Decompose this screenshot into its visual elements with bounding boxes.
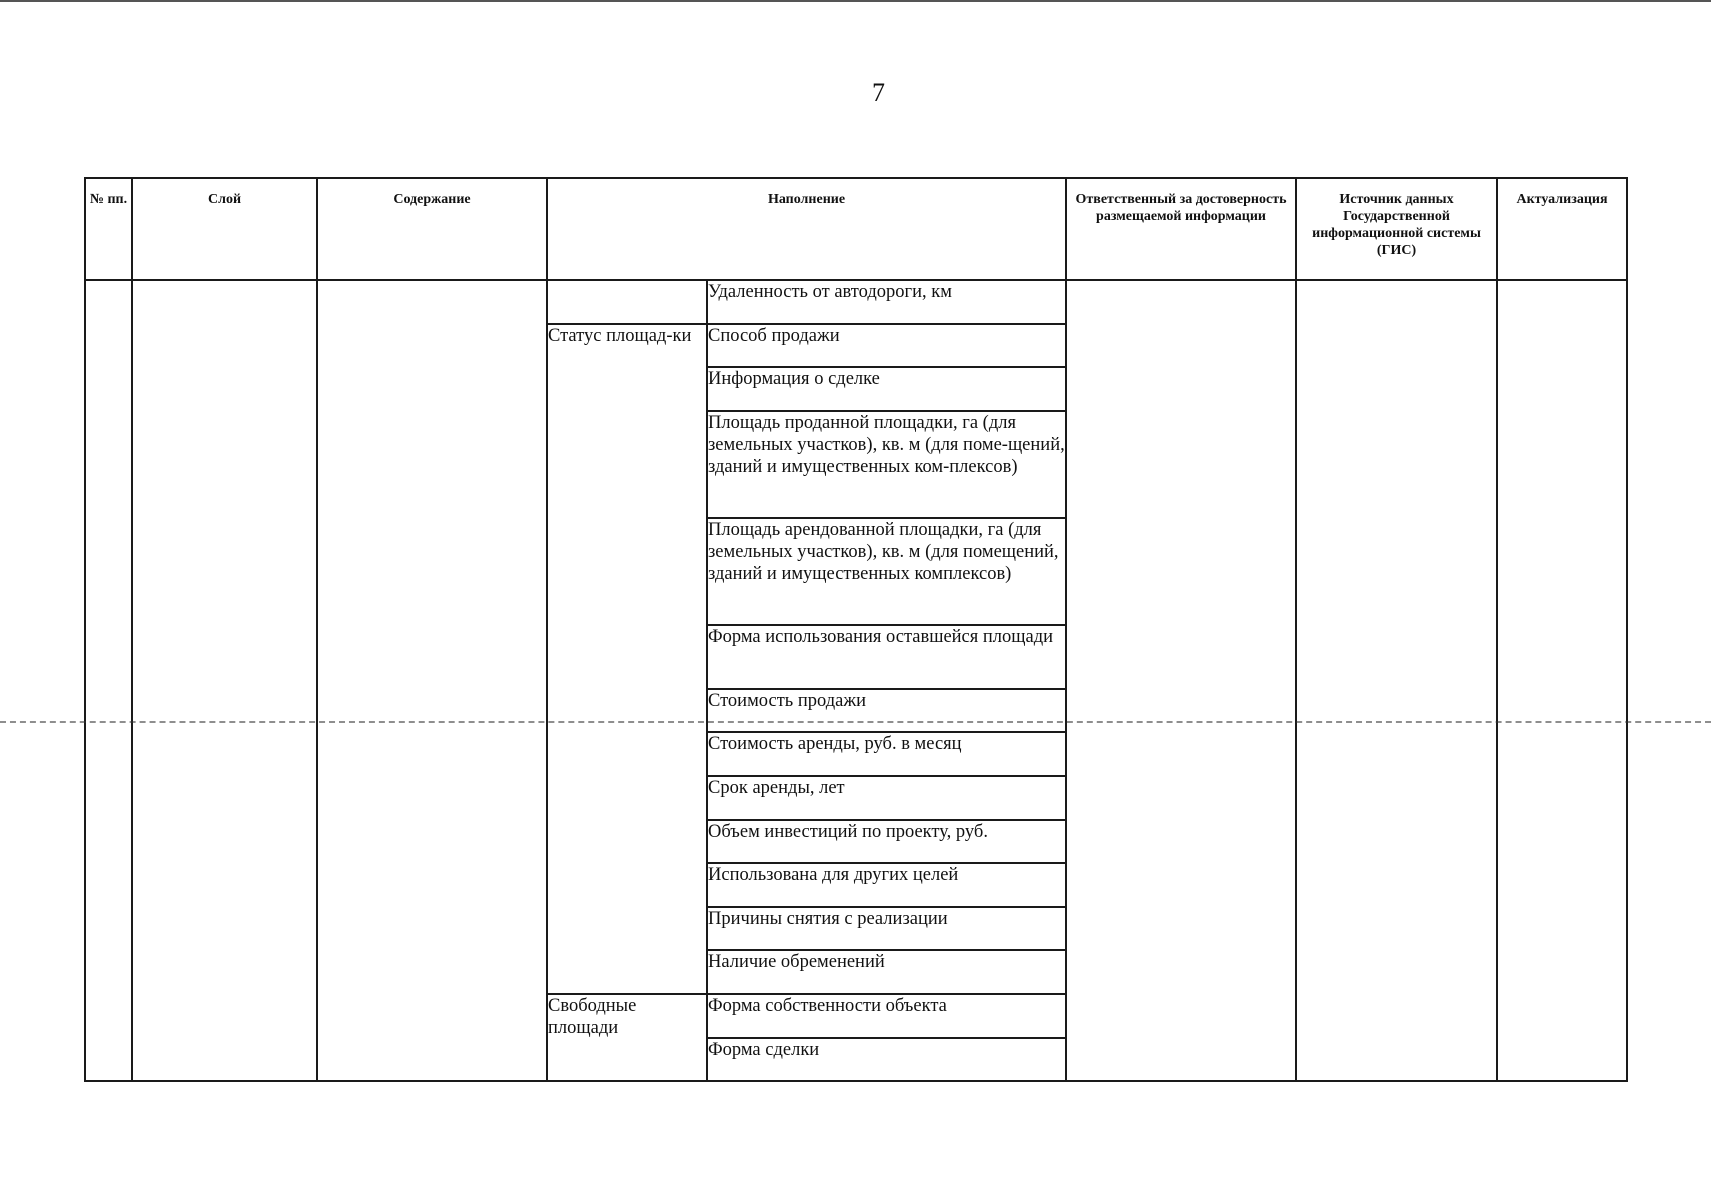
fill-item: Объем инвестиций по проекту, руб. [707, 820, 1066, 864]
scan-fold-line [0, 721, 1711, 723]
cell-num [85, 280, 132, 1081]
cell-content [317, 280, 547, 1081]
group-free: Свободные площади [547, 994, 707, 1081]
header-content: Содержание [317, 178, 547, 280]
fill-item: Площадь проданной площадки, га (для земельных участков), кв. м (для поме-щений, зданий и имущественных ком-плексов) [707, 411, 1066, 518]
cell-layer [132, 280, 317, 1081]
page-number: 7 [872, 78, 885, 107]
header-update: Актуализация [1497, 178, 1627, 280]
cell-responsible [1066, 280, 1296, 1081]
fill-item: Форма собственности объекта [707, 994, 1066, 1038]
header-row [85, 178, 1627, 280]
header-fill: Наполнение [547, 178, 1066, 280]
fill-item: Способ продажи [707, 324, 1066, 368]
fill-item: Форма использования оставшейся площади [707, 625, 1066, 689]
cell-source [1296, 280, 1497, 1081]
header-layer: Слой [132, 178, 317, 280]
fill-item: Информация о сделке [707, 367, 1066, 411]
fill-item: Использована для других целей [707, 863, 1066, 907]
fill-item: Причины снятия с реализации [707, 907, 1066, 951]
page-top-edge [0, 0, 1711, 2]
fill-item: Стоимость продажи [707, 689, 1066, 733]
table-row [85, 280, 1627, 324]
header-source: Источник данных Государственной информационной системы (ГИС) [1296, 178, 1497, 280]
fill-item: Наличие обременений [707, 950, 1066, 994]
header-num: № пп. [85, 178, 132, 280]
fill-item: Форма сделки [707, 1038, 1066, 1082]
fill-item: Площадь арендованной площадки, га (для земельных участков), кв. м (для помещений, зданий и имущественных комплексов) [707, 518, 1066, 625]
fill-item: Удаленность от автодороги, км [707, 280, 1066, 324]
registry-table [84, 177, 1628, 1082]
fill-item: Стоимость аренды, руб. в месяц [707, 732, 1066, 776]
cell-update [1497, 280, 1627, 1081]
fill-item: Срок аренды, лет [707, 776, 1066, 820]
cell-group-empty [547, 280, 707, 324]
group-status: Статус площад-ки [547, 324, 707, 994]
header-responsible: Ответственный за достоверность размещаемой информации [1066, 178, 1296, 280]
